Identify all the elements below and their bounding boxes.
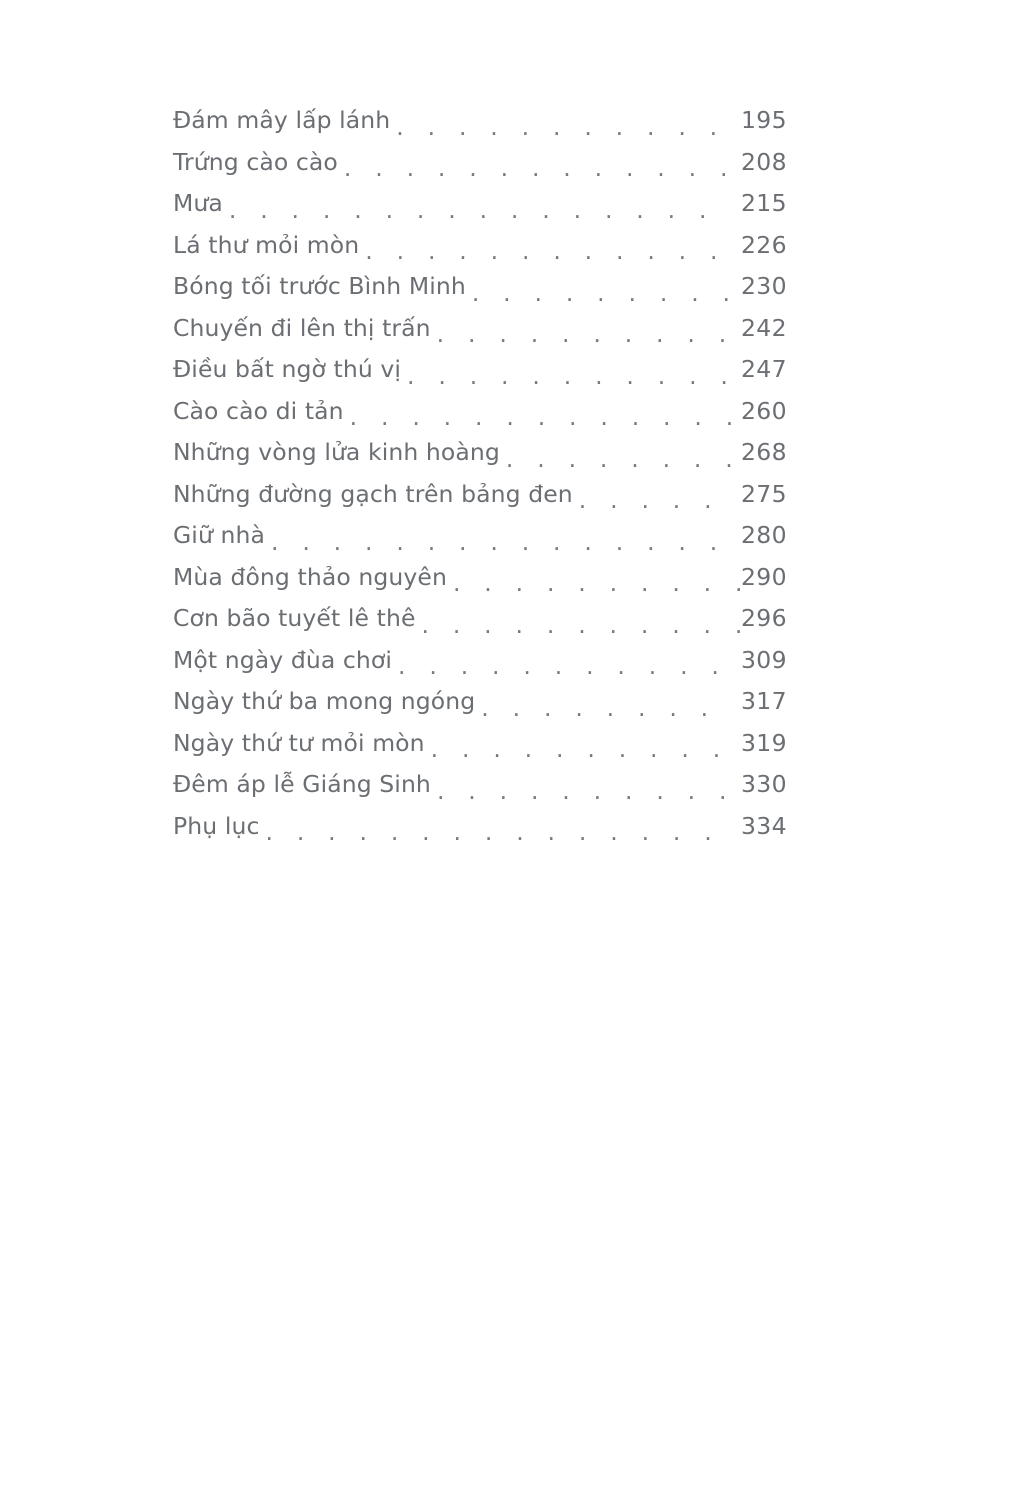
toc-entry[interactable] bbox=[173, 189, 787, 231]
toc-entry-page-number: 230 bbox=[740, 272, 787, 300]
toc-entry-title: Mùa đông thảo nguyên bbox=[173, 562, 447, 591]
toc-entry[interactable] bbox=[173, 397, 787, 439]
toc-entry-page-number: 215 bbox=[740, 189, 787, 217]
toc-entry[interactable] bbox=[173, 272, 787, 314]
toc-dot-leader bbox=[344, 162, 741, 178]
toc-entry[interactable] bbox=[173, 563, 787, 605]
toc-entry-title: Chuyến đi lên thị trấn bbox=[173, 313, 431, 342]
toc-entry-page-number: 319 bbox=[740, 728, 787, 757]
toc-dot-leader bbox=[437, 328, 732, 344]
toc-entry-page-number: 275 bbox=[740, 479, 787, 508]
toc-entry-page-number: 330 bbox=[740, 770, 787, 798]
toc-dot-leader bbox=[396, 121, 732, 137]
toc-entry-title: Đám mây lấp lánh bbox=[173, 106, 391, 134]
toc-entry-page-number: 280 bbox=[740, 521, 787, 549]
toc-entry[interactable] bbox=[173, 812, 787, 854]
toc-entry-title: Đêm áp lễ Giáng Sinh bbox=[173, 770, 431, 798]
toc-entry[interactable] bbox=[173, 148, 787, 190]
toc-entry[interactable] bbox=[173, 687, 787, 729]
toc-entry[interactable] bbox=[173, 521, 787, 563]
toc-entry-title: Phụ lục bbox=[173, 811, 260, 840]
toc-dot-leader bbox=[472, 287, 741, 303]
toc-dot-leader bbox=[365, 245, 741, 261]
toc-entry[interactable] bbox=[173, 314, 787, 356]
toc-dot-leader bbox=[453, 577, 741, 593]
toc-entry-page-number: 317 bbox=[740, 687, 787, 715]
toc-entry-page-number: 309 bbox=[740, 645, 787, 674]
toc-entry-page-number: 242 bbox=[740, 313, 787, 342]
toc-entry-title: Điều bất ngờ thú vị bbox=[173, 355, 402, 383]
toc-dot-leader bbox=[437, 785, 741, 801]
toc-entry-page-number: 208 bbox=[740, 147, 787, 176]
toc-entry[interactable] bbox=[173, 480, 787, 522]
toc-entry-title: Lá thư mỏi mòn bbox=[173, 230, 360, 259]
toc-dot-leader bbox=[431, 743, 732, 759]
toc-dot-leader bbox=[422, 619, 741, 635]
table-of-contents-list bbox=[173, 106, 787, 853]
toc-entry[interactable] bbox=[173, 438, 787, 480]
toc-entry-title: Bóng tối trước Bình Minh bbox=[173, 272, 466, 300]
toc-entry-page-number: 195 bbox=[740, 106, 787, 134]
toc-entry-page-number: 260 bbox=[740, 396, 787, 425]
toc-dot-leader bbox=[579, 494, 732, 510]
toc-entry-title: Giữ nhà bbox=[173, 521, 265, 549]
toc-entry-title: Ngày thứ ba mong ngóng bbox=[173, 687, 476, 715]
toc-dot-leader bbox=[481, 702, 732, 718]
toc-entry[interactable] bbox=[173, 729, 787, 771]
toc-entry-page-number: 334 bbox=[740, 811, 787, 840]
toc-entry[interactable] bbox=[173, 770, 787, 812]
toc-entry-page-number: 268 bbox=[740, 438, 787, 466]
toc-entry-page-number: 296 bbox=[740, 604, 787, 632]
toc-dot-leader bbox=[350, 411, 741, 427]
toc-dot-leader bbox=[229, 204, 732, 220]
toc-entry[interactable] bbox=[173, 646, 787, 688]
toc-entry-title: Ngày thứ tư mỏi mòn bbox=[173, 728, 425, 757]
toc-dot-leader bbox=[265, 826, 731, 842]
toc-entry-title: Trứng cào cào bbox=[173, 147, 338, 176]
toc-entry[interactable] bbox=[173, 231, 787, 273]
toc-entry-title: Cơn bão tuyết lê thê bbox=[173, 604, 416, 632]
toc-entry-title: Cào cào di tản bbox=[173, 396, 344, 425]
toc-entry-title: Những đường gạch trên bảng đen bbox=[173, 479, 573, 508]
toc-entry-title: Mưa bbox=[173, 189, 223, 217]
toc-entry-title: Những vòng lửa kinh hoàng bbox=[173, 438, 500, 466]
toc-entry[interactable] bbox=[173, 604, 787, 646]
toc-entry[interactable] bbox=[173, 106, 787, 148]
toc-entry-page-number: 290 bbox=[740, 562, 787, 591]
toc-dot-leader bbox=[398, 660, 741, 676]
toc-dot-leader bbox=[271, 536, 741, 552]
toc-entry-page-number: 247 bbox=[740, 355, 787, 383]
toc-entry-page-number: 226 bbox=[740, 230, 787, 259]
toc-entry-title: Một ngày đùa chơi bbox=[173, 645, 393, 674]
toc-dot-leader bbox=[407, 370, 732, 386]
toc-entry[interactable] bbox=[173, 355, 787, 397]
toc-dot-leader bbox=[506, 453, 741, 469]
